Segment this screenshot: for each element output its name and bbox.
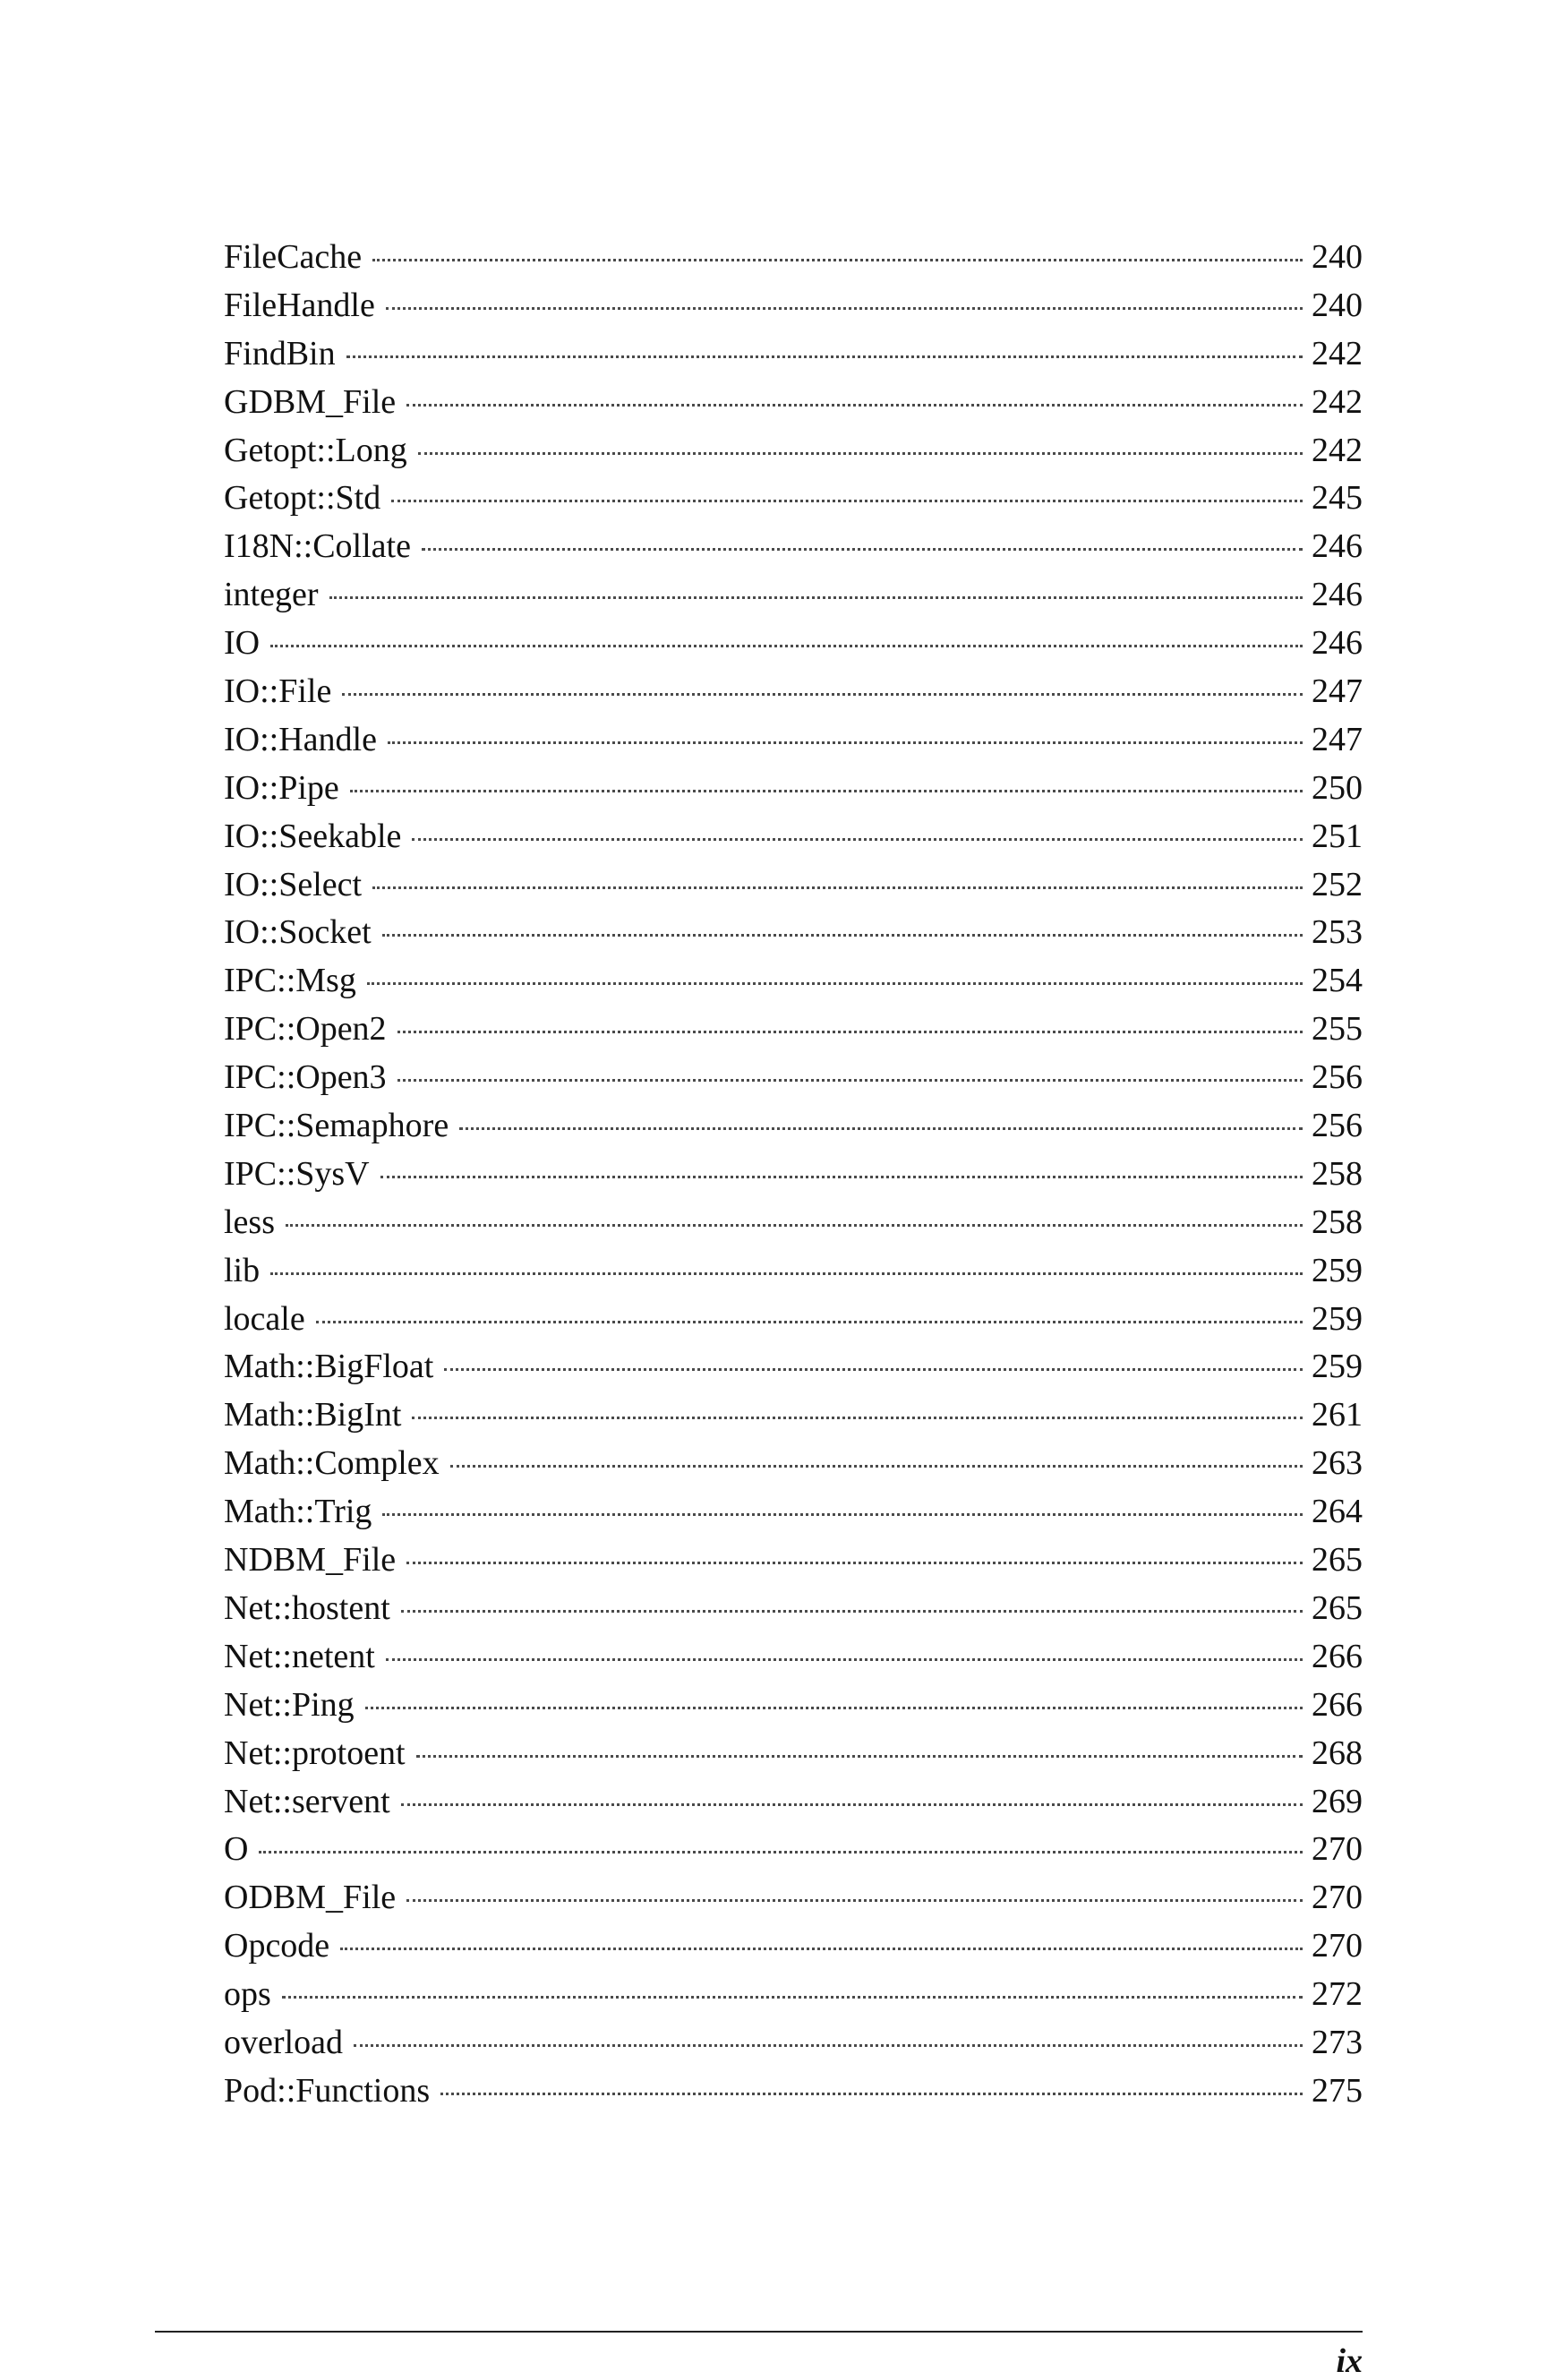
- toc-entry: [224, 2019, 1363, 2068]
- dot-leader: [367, 982, 1303, 985]
- toc-entry: [224, 909, 1363, 957]
- dot-leader: [440, 2093, 1303, 2095]
- entry-page-number: 242: [1312, 382, 1363, 421]
- entry-page-number: 256: [1312, 1107, 1363, 1145]
- dot-leader: [282, 1996, 1303, 1999]
- entry-page-number: 259: [1312, 1299, 1363, 1338]
- dot-leader: [346, 355, 1303, 358]
- toc-entry: [224, 571, 1363, 620]
- entry-page-number: 258: [1312, 1154, 1363, 1193]
- dot-leader: [350, 790, 1303, 792]
- entry-name: FileHandle: [224, 286, 375, 324]
- toc-entry: [224, 1488, 1363, 1537]
- entry-name: IO::Socket: [224, 913, 372, 952]
- dot-leader: [380, 1176, 1303, 1178]
- toc-entry: [224, 1826, 1363, 1874]
- toc-entry: [224, 957, 1363, 1006]
- dot-leader: [372, 886, 1303, 889]
- entry-page-number: 270: [1312, 1927, 1363, 1965]
- dot-leader: [386, 1658, 1303, 1661]
- entry-name: locale: [224, 1299, 305, 1338]
- entry-page-number: 258: [1312, 1203, 1363, 1241]
- toc-entry: [224, 1151, 1363, 1199]
- toc-entry: [224, 813, 1363, 861]
- entry-name: I18N::Collate: [224, 527, 411, 566]
- entry-name: NDBM_File: [224, 1541, 397, 1580]
- footer-rule: [155, 2331, 1363, 2333]
- entry-page-number: 247: [1312, 672, 1363, 711]
- toc-entry: [224, 1971, 1363, 2019]
- entry-name: integer: [224, 576, 319, 614]
- dot-leader: [286, 1224, 1303, 1227]
- entry-name: Math::BigInt: [224, 1396, 402, 1434]
- dot-leader: [412, 838, 1303, 841]
- entry-page-number: 254: [1312, 962, 1363, 1000]
- dot-leader: [329, 596, 1303, 599]
- entry-page-number: 242: [1312, 431, 1363, 469]
- entry-name: Getopt::Std: [224, 479, 381, 518]
- page-folio: ix: [1336, 2342, 1363, 2380]
- entry-page-number: 253: [1312, 913, 1363, 952]
- dot-leader: [391, 500, 1303, 502]
- toc-entry: [224, 1537, 1363, 1585]
- entry-name: IPC::Open3: [224, 1058, 387, 1097]
- entry-name: IPC::SysV: [224, 1154, 370, 1193]
- entry-name: FindBin: [224, 334, 336, 372]
- entry-name: Net::protoent: [224, 1734, 406, 1772]
- entry-name: IPC::Open2: [224, 1010, 387, 1049]
- toc-entry: [224, 427, 1363, 475]
- toc-entry: [224, 2068, 1363, 2116]
- dot-leader: [382, 1513, 1303, 1516]
- entry-page-number: 259: [1312, 1251, 1363, 1289]
- entry-name: Math::Complex: [224, 1444, 440, 1483]
- toc-entry: [224, 330, 1363, 379]
- entry-page-number: 264: [1312, 1493, 1363, 1531]
- entry-name: IO::Select: [224, 865, 363, 903]
- toc-entry: [224, 1247, 1363, 1296]
- toc-entry: [224, 1778, 1363, 1827]
- toc-entry: [224, 861, 1363, 910]
- toc-entry: [224, 1102, 1363, 1151]
- entry-page-number: 247: [1312, 720, 1363, 758]
- toc-entry: [224, 1296, 1363, 1344]
- entry-page-number: 245: [1312, 479, 1363, 518]
- entry-name: Net::Ping: [224, 1685, 355, 1724]
- dot-leader: [406, 1899, 1303, 1902]
- entry-page-number: 251: [1312, 817, 1363, 855]
- dot-leader: [388, 741, 1303, 744]
- toc-entry: [224, 1874, 1363, 1922]
- dot-leader: [401, 1803, 1303, 1806]
- toc-entry: [224, 1199, 1363, 1247]
- entry-name: Math::Trig: [224, 1493, 372, 1531]
- dot-leader: [406, 1562, 1303, 1564]
- toc-entry: [224, 716, 1363, 765]
- entry-page-number: 270: [1312, 1830, 1363, 1869]
- entry-name: Net::netent: [224, 1637, 375, 1675]
- dot-leader: [418, 452, 1303, 455]
- dot-leader: [397, 1031, 1303, 1033]
- toc-entry: [224, 379, 1363, 427]
- entry-name: O: [224, 1830, 249, 1869]
- entry-page-number: 242: [1312, 334, 1363, 372]
- entry-page-number: 246: [1312, 576, 1363, 614]
- entry-page-number: 273: [1312, 2023, 1363, 2061]
- toc-entry: [224, 1633, 1363, 1682]
- entry-page-number: 263: [1312, 1444, 1363, 1483]
- toc-entry: [224, 1343, 1363, 1391]
- entry-name: Getopt::Long: [224, 431, 407, 469]
- entry-page-number: 272: [1312, 1975, 1363, 2014]
- entry-name: FileCache: [224, 238, 363, 276]
- toc-entry: [224, 475, 1363, 523]
- table-of-contents: [224, 234, 1363, 2116]
- entry-page-number: 240: [1312, 286, 1363, 324]
- entry-name: overload: [224, 2023, 343, 2061]
- entry-name: IO::Seekable: [224, 817, 402, 855]
- toc-entry: [224, 1054, 1363, 1102]
- entry-name: Net::hostent: [224, 1588, 390, 1627]
- entry-name: lib: [224, 1251, 261, 1289]
- dot-leader: [422, 548, 1303, 551]
- entry-name: Net::servent: [224, 1782, 390, 1820]
- entry-name: Opcode: [224, 1927, 330, 1965]
- entry-name: IPC::Msg: [224, 962, 356, 1000]
- entry-page-number: 266: [1312, 1637, 1363, 1675]
- entry-page-number: 266: [1312, 1685, 1363, 1724]
- entry-name: Math::BigFloat: [224, 1348, 434, 1386]
- entry-name: IO::Pipe: [224, 768, 339, 807]
- entry-page-number: 255: [1312, 1010, 1363, 1049]
- dot-leader: [354, 2044, 1303, 2047]
- toc-entry: [224, 282, 1363, 330]
- toc-entry: [224, 523, 1363, 571]
- entry-name: IPC::Semaphore: [224, 1107, 449, 1145]
- entry-page-number: 240: [1312, 238, 1363, 276]
- entry-page-number: 275: [1312, 2071, 1363, 2110]
- toc-entry: [224, 1006, 1363, 1054]
- entry-page-number: 261: [1312, 1396, 1363, 1434]
- entry-page-number: 259: [1312, 1348, 1363, 1386]
- entry-page-number: 246: [1312, 527, 1363, 566]
- dot-leader: [386, 307, 1303, 310]
- entry-name: less: [224, 1203, 275, 1241]
- toc-entry: [224, 668, 1363, 716]
- toc-entry: [224, 1585, 1363, 1633]
- toc-entry: [224, 1391, 1363, 1440]
- dot-leader: [412, 1417, 1303, 1419]
- dot-leader: [397, 1079, 1303, 1082]
- toc-entry: [224, 234, 1363, 282]
- dot-leader: [444, 1368, 1303, 1371]
- entry-page-number: 265: [1312, 1541, 1363, 1580]
- dot-leader: [316, 1321, 1303, 1323]
- dot-leader: [382, 934, 1303, 937]
- entry-page-number: 246: [1312, 624, 1363, 663]
- dot-leader: [372, 259, 1303, 261]
- dot-leader: [401, 1610, 1303, 1613]
- toc-entry: [224, 1440, 1363, 1488]
- dot-leader: [259, 1851, 1303, 1853]
- entry-page-number: 252: [1312, 865, 1363, 903]
- entry-page-number: 270: [1312, 1879, 1363, 1917]
- entry-name: IO::File: [224, 672, 332, 711]
- entry-page-number: 268: [1312, 1734, 1363, 1772]
- entry-name: ODBM_File: [224, 1879, 397, 1917]
- toc-entry: [224, 620, 1363, 668]
- dot-leader: [365, 1707, 1303, 1709]
- entry-page-number: 265: [1312, 1588, 1363, 1627]
- dot-leader: [450, 1465, 1303, 1468]
- entry-name: IO: [224, 624, 261, 663]
- dot-leader: [406, 404, 1303, 407]
- entry-name: GDBM_File: [224, 382, 397, 421]
- toc-entry: [224, 1682, 1363, 1730]
- toc-entry: [224, 765, 1363, 813]
- dot-leader: [270, 645, 1303, 647]
- toc-entry: [224, 1922, 1363, 1971]
- dot-leader: [270, 1272, 1303, 1275]
- dot-leader: [459, 1127, 1303, 1130]
- entry-name: Pod::Functions: [224, 2071, 431, 2110]
- entry-name: ops: [224, 1975, 271, 2014]
- entry-page-number: 250: [1312, 768, 1363, 807]
- entry-page-number: 269: [1312, 1782, 1363, 1820]
- entry-name: IO::Handle: [224, 720, 377, 758]
- dot-leader: [416, 1755, 1303, 1758]
- entry-page-number: 256: [1312, 1058, 1363, 1097]
- dot-leader: [340, 1948, 1303, 1950]
- dot-leader: [342, 693, 1303, 696]
- toc-entry: [224, 1730, 1363, 1778]
